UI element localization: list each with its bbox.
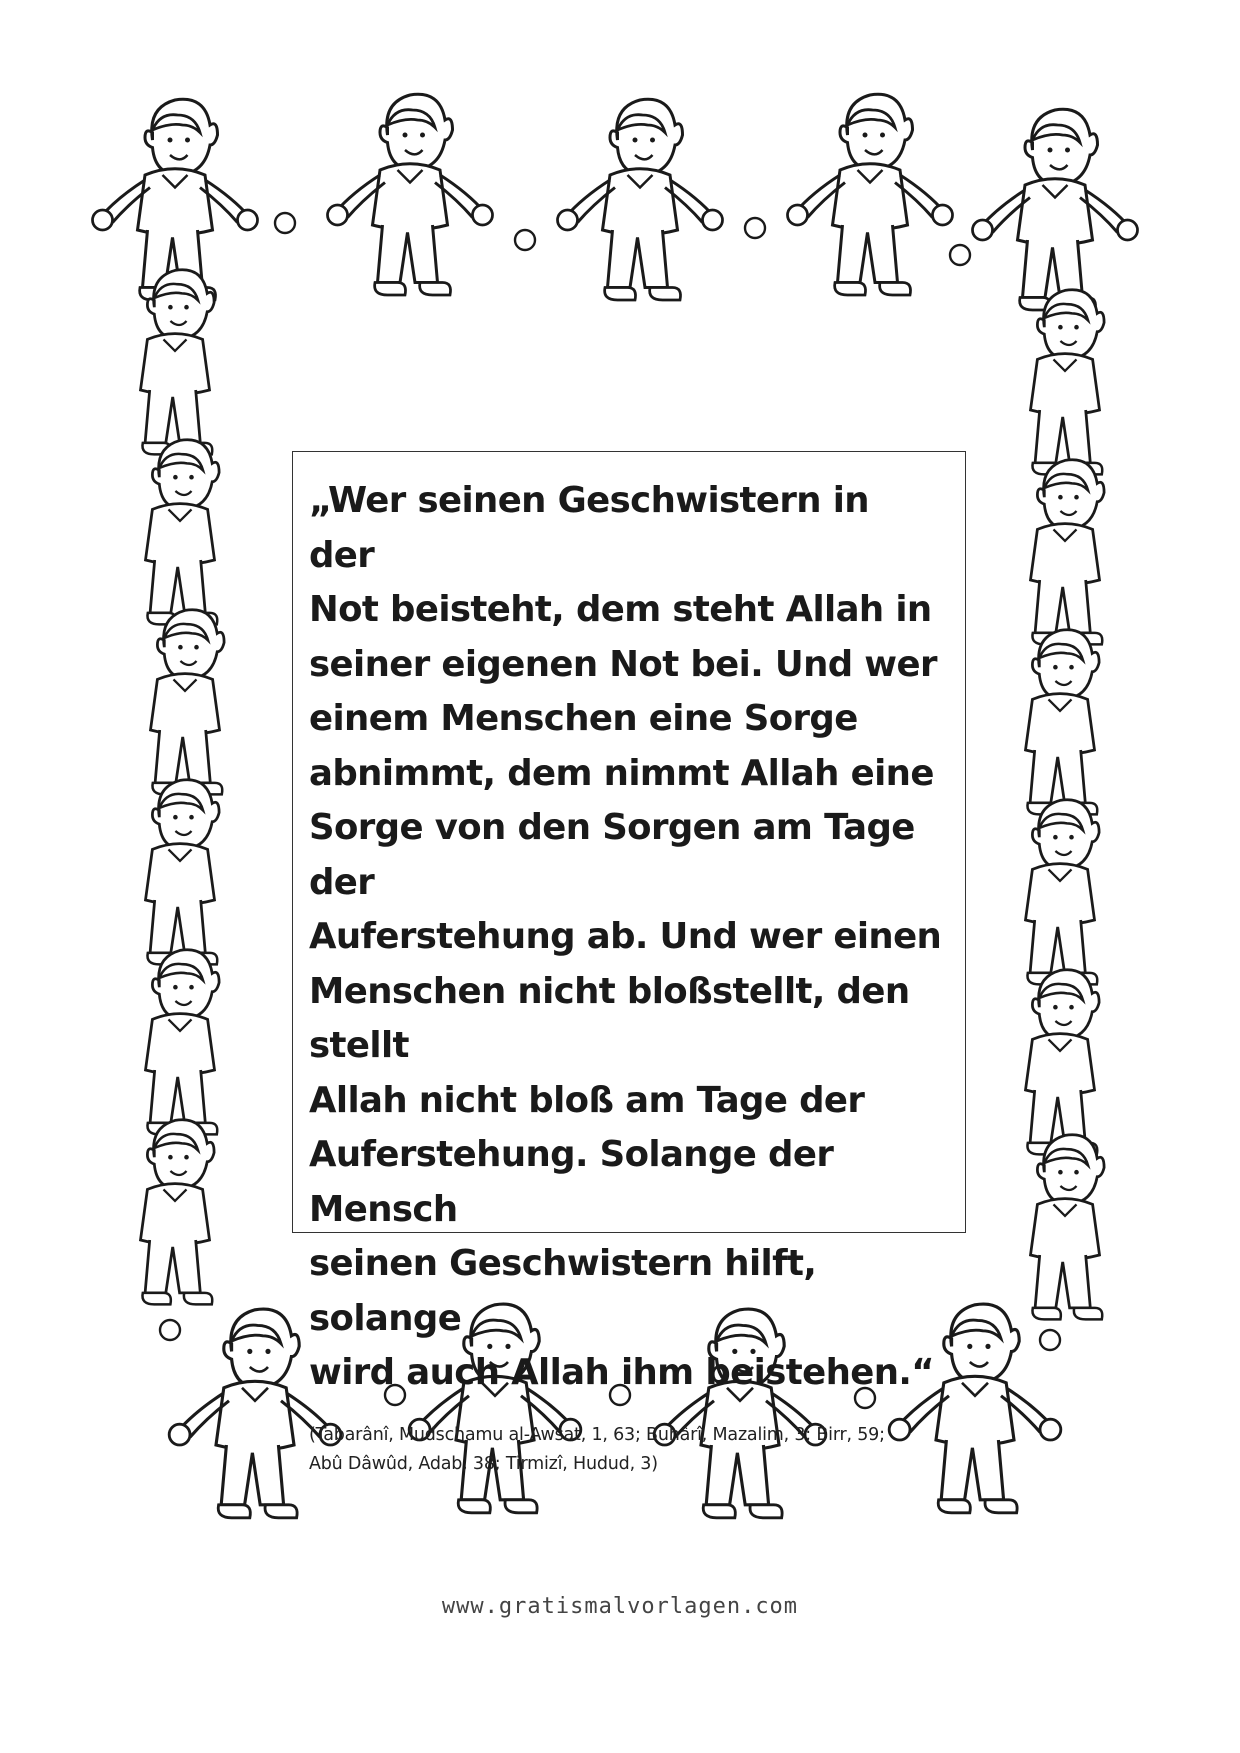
quote-citation: (Tabarânî, Mudschamu al-Awsat, 1, 63; Buhârî, Mazalim, 3; Birr, 59; Abû Dâwûd, Adab, 38; Tirmizî, Hudud, 3) (309, 1424, 885, 1474)
hadith-quote: „Wer seinen Geschwistern in der Not beisteht, dem steht Allah in seiner eigenen Not bei. Und wer einem Menschen eine Sorge abnimmt, dem nimmt Allah eine Sorge von den Sorgen am Tage der Auferstehung ab. Und wer einen Menschen nicht bloßstellt, den stellt Allah nicht bloß am Tage der Auferstehung. Solange der Mensch seinen Geschwistern hilft, solange wird auch Allah ihm beistehen.“ (309, 480, 942, 1393)
quote-box (292, 451, 966, 1474)
website-link[interactable]: www.gratismalvorlagen.com (441, 1594, 799, 1619)
